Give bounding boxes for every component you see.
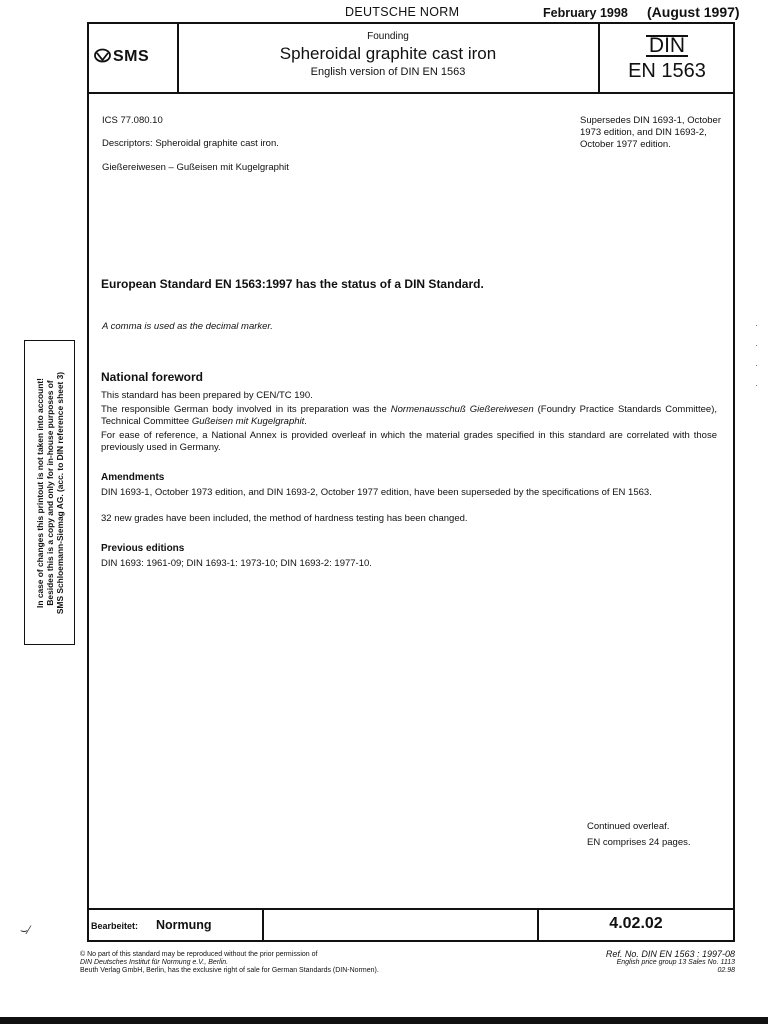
issue-date: February 1998 bbox=[543, 6, 628, 20]
copyright-notice bbox=[80, 951, 500, 975]
footer-divider bbox=[87, 908, 735, 910]
din-label-text: DIN bbox=[646, 35, 688, 57]
print-date: 02.98 bbox=[717, 967, 735, 974]
reference-info bbox=[520, 949, 735, 975]
sms-logo bbox=[94, 48, 149, 66]
document-type: DEUTSCHE NORM bbox=[345, 5, 460, 19]
din-label bbox=[600, 34, 734, 58]
bearbeitet-value: Normung bbox=[156, 918, 212, 932]
margin-mark: ⌣⁄ bbox=[20, 923, 30, 937]
previous-editions-heading: Previous editions bbox=[101, 543, 185, 554]
copyright-line-3: Beuth Verlag GmbH, Berlin, has the exclusive right of sale for German Standards (DIN-Normen). bbox=[80, 967, 379, 974]
p2-part-a: The responsible German body involved in its preparation was the bbox=[101, 404, 391, 415]
amendments-p1: DIN 1693-1, October 1973 edition, and DIN 1693-2, October 1977 edition, have been superseded by the specifications of EN 1563. bbox=[101, 487, 652, 498]
header-category: Founding bbox=[367, 31, 409, 42]
copyright-line-2: DIN Deutsches Institut für Normung e.V., Berlin. bbox=[80, 959, 229, 966]
copyright-line-1: © No part of this standard may be reproduced without the prior permission of bbox=[80, 951, 318, 958]
ics-code: ICS 77.080.10 bbox=[102, 115, 163, 126]
bearbeitet-label: Bearbeitet: bbox=[91, 921, 139, 931]
document-frame bbox=[87, 22, 735, 942]
page-count-note: EN comprises 24 pages. bbox=[587, 837, 691, 848]
national-foreword-heading: National foreword bbox=[101, 370, 204, 384]
sms-logo-icon bbox=[94, 48, 111, 63]
amendments-p2: 32 new grades have been included, the method of hardness testing has been changed. bbox=[101, 513, 468, 524]
original-date: (August 1997) bbox=[647, 4, 740, 20]
page-subtitle: English version of DIN EN 1563 bbox=[310, 66, 466, 78]
national-foreword-p2 bbox=[101, 404, 717, 428]
national-foreword-p1: This standard has been prepared by CEN/TC 190. bbox=[101, 390, 313, 401]
previous-editions-p1: DIN 1693: 1961-09; DIN 1693-1: 1973-10; DIN 1693-2: 1977-10. bbox=[101, 558, 372, 569]
right-edge-marks: · · · · bbox=[755, 320, 758, 390]
stamp-line-2: Besides this is a copy and only for in-house purposes of bbox=[44, 379, 55, 606]
descriptors: Descriptors: Spheroidal graphite cast iron. bbox=[102, 138, 279, 149]
reference-number: Ref. No. DIN EN 1563 : 1997-08 bbox=[605, 949, 735, 959]
stamp-line-1: In case of changes this printout is not taken into account! bbox=[34, 377, 45, 608]
din-number: EN 1563 bbox=[628, 60, 706, 82]
header-divider bbox=[87, 92, 735, 94]
page-title: Spheroidal graphite cast iron bbox=[279, 44, 497, 63]
p2-committee-name: Normenausschuß Gießereiwesen bbox=[390, 404, 534, 415]
p2-tc-name: Gußeisen mit Kugelgraphit bbox=[191, 416, 305, 427]
in-house-copy-stamp bbox=[24, 340, 75, 645]
supersedes-note: Supersedes DIN 1693-1, October 1973 edition, and DIN 1693-2, October 1977 edition. bbox=[580, 115, 721, 150]
sms-logo-text: SMS bbox=[113, 48, 150, 65]
german-title: Gießereiwesen – Gußeisen mit Kugelgraphit bbox=[102, 162, 289, 173]
p2-part-c: (Foundry Practice Standards Committee), Technical Committee bbox=[101, 404, 717, 427]
price-group: English price group 13 Sales No. 1113 bbox=[616, 959, 735, 966]
national-foreword-p3: For ease of reference, a National Annex is provided overleaf in which the material grades specified in this standard are correlated with those previously used in Germany. bbox=[101, 430, 717, 453]
amendments-heading: Amendments bbox=[101, 472, 165, 483]
status-line: European Standard EN 1563:1997 has the status of a DIN Standard. bbox=[101, 277, 484, 291]
scan-edge-bar bbox=[0, 1017, 768, 1024]
stamp-line-3: SMS Schloemann-Siemag AG. (acc. to DIN reference sheet 3) bbox=[54, 371, 65, 614]
stamp-text bbox=[35, 343, 65, 643]
footer-divider-left bbox=[262, 908, 264, 942]
footer-code: 4.02.02 bbox=[609, 915, 663, 932]
continued-note: Continued overleaf. bbox=[587, 821, 670, 832]
decimal-note: A comma is used as the decimal marker. bbox=[102, 321, 273, 332]
p2-part-e: . bbox=[304, 416, 307, 427]
